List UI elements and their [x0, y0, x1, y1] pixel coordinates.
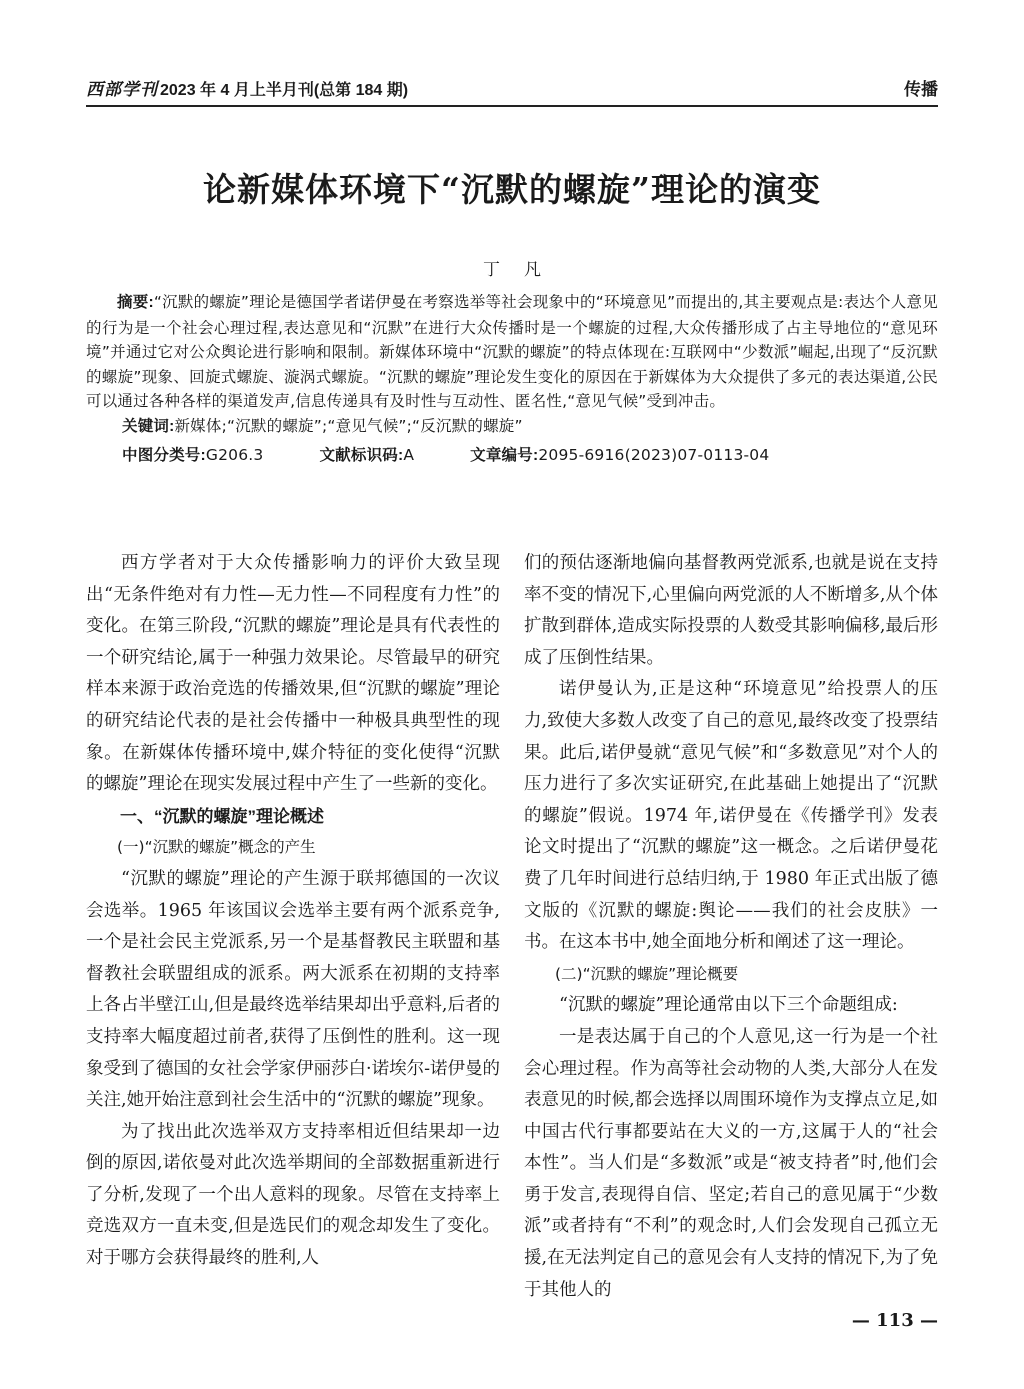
left-column — [86, 548, 500, 1306]
clc-label: 中图分类号: — [122, 447, 206, 464]
classification-line — [86, 443, 938, 469]
body-paragraph: “沉默的螺旋”理论通常由以下三个命题组成: — [559, 995, 898, 1016]
body-paragraph: 西方学者对于大众传播影响力的评价大致呈现出“无条件绝对有力性—无力性—不同程度有力性”的变化。在第三阶段,“沉默的螺旋”理论是具有代表性的一个研究结论,属于一种强力效果论。尽管最早的研究样本来源于政治竞选的传播效果,但“沉默的螺旋”理论的研究结论代表的是社会传播中一种极具典型性的现象。在新媒体传播环境中,媒介特征的变化使得“沉默的螺旋”理论在现实发展过程中产生了一些新的变化。 — [86, 553, 500, 795]
body-paragraph: 诺伊曼认为,正是这种“环境意见”给投票人的压力,致使大多数人改变了自己的意见,最终改变了投票结果。此后,诺伊曼就“意见气候”和“多数意见”对个人的压力进行了多次实证研究,在此基础上她提出了“沉默的螺旋”假说。1974 年,诺伊曼在《传播学刊》发表论文时提出了“沉默的螺旋”这一概念。之后诺伊曼花费了几年时间进行总结归纳,于 1980 年正式出版了德文版的《沉默的螺旋:舆论——我们的社会皮肤》一书。在这本书中,她全面地分析和阐述了这一理论。 — [524, 679, 938, 953]
article-title: 论新媒体环境下“沉默的螺旋”理论的演变 — [203, 170, 821, 209]
doc-code-value: A — [403, 446, 415, 464]
subsection-heading: (二)“沉默的螺旋”理论概要 — [555, 964, 739, 983]
body-columns — [86, 548, 938, 1306]
keywords-line — [86, 414, 938, 440]
keywords-text: 新媒体;“沉默的螺旋”;“意见气候”;“反沉默的螺旋” — [174, 416, 523, 435]
abstract-paragraph — [86, 290, 938, 414]
body-paragraph: 一是表达属于自己的个人意见,这一行为是一个社会心理过程。作为高等社会动物的人类,大部分人在发表意见的时候,都会选择以周围环境作为支撑点立足,如中国古代行事都要站在大义的一方,这属于人的“社会本性”。当人们是“多数派”或是“被支持者”时,他们会勇于发言,表现得自信、坚定;若自己的意见属于“少数派”或者持有“不利”的观念时,人们会发现自己孤立无援,在无法判定自己的意见会有人支持的情况下,为了免于其他人的 — [524, 1026, 938, 1300]
doc-code-label: 文献标识码: — [319, 447, 404, 464]
body-paragraph: 们的预估逐渐地偏向基督教两党派系,也就是说在支持率不变的情况下,心里偏向两党派的人不断增多,从个体扩散到群体,造成实际投票的人数受其影响偏移,最后形成了压倒性结果。 — [524, 553, 938, 668]
article-id-value: 2095-6916(2023)07-0113-04 — [538, 446, 770, 464]
page-number: — 113 — — [851, 1310, 938, 1331]
subsection-heading: (一)“沉默的螺旋”概念的产生 — [117, 838, 316, 857]
article-id-item — [470, 443, 769, 469]
abstract-label: 摘要: — [117, 294, 154, 311]
article-author: 丁凡 — [483, 260, 565, 280]
running-header — [86, 66, 938, 107]
issue-info: 2023 年 4 月上半月刊(总第 184 期) — [160, 82, 409, 99]
header-left — [86, 75, 408, 100]
body-paragraph: 为了找出此次选举双方支持率相近但结果却一边倒的原因,诺依曼对此次选举期间的全部数据重新进行了分析,发现了一个出人意料的现象。尽管在支持率上竞选双方一直未变,但是选民们的观念却发生了变化。对于哪方会获得最终的胜利,人 — [86, 1121, 500, 1269]
journal-masthead: 西部学刊 — [86, 80, 158, 100]
clc-item — [122, 443, 263, 469]
body-paragraph: “沉默的螺旋”理论的产生源于联邦德国的一次议会选举。1965 年该国议会选举主要有两个派系竞争,一个是社会民主党派系,另一个是基督教民主联盟和基督教社会联盟组成的派系。两大派系在初期的支持率上各占半壁江山,但是最终选举结果却出乎意料,后者的支持率大幅度超过前者,获得了压倒性的胜利。这一现象受到了德国的女社会学家伊丽莎白·诺埃尔-诺伊曼的关注,她开始注意到社会生活中的“沉默的螺旋”现象。 — [86, 868, 500, 1111]
article-id-label: 文章编号: — [470, 447, 539, 464]
keywords-label: 关键词: — [122, 417, 175, 435]
abstract-block — [86, 290, 938, 469]
section-name: 传播 — [904, 80, 938, 99]
abstract-text: “沉默的螺旋”理论是德国学者诺伊曼在考察选举等社会现象中的“环境意见”而提出的,其主要观点是:表达个人意见的行为是一个社会心理过程,表达意见和“沉默”在进行大众传播时是一个螺旋的过程,大众传播形成了占主导地位的“意见环境”并通过它对公众舆论进行影响和限制。新媒体环境中“沉默的螺旋”的特点体现在:互联网中“少数派”崛起,出现了“反沉默的螺旋”现象、回旋式螺旋、漩涡式螺旋。“沉默的螺旋”理论发生变化的原因在于新媒体为大众提供了多元的表达渠道,公民可以通过各种各样的渠道发声,信息传递具有及时性与互动性、匿名性,“意见气候”受到冲击。 — [86, 293, 939, 410]
doc-code-item — [319, 443, 414, 469]
section-heading: 一、“沉默的螺旋”理论概述 — [120, 806, 324, 826]
right-column — [524, 548, 938, 1306]
clc-value: G206.3 — [205, 446, 264, 464]
